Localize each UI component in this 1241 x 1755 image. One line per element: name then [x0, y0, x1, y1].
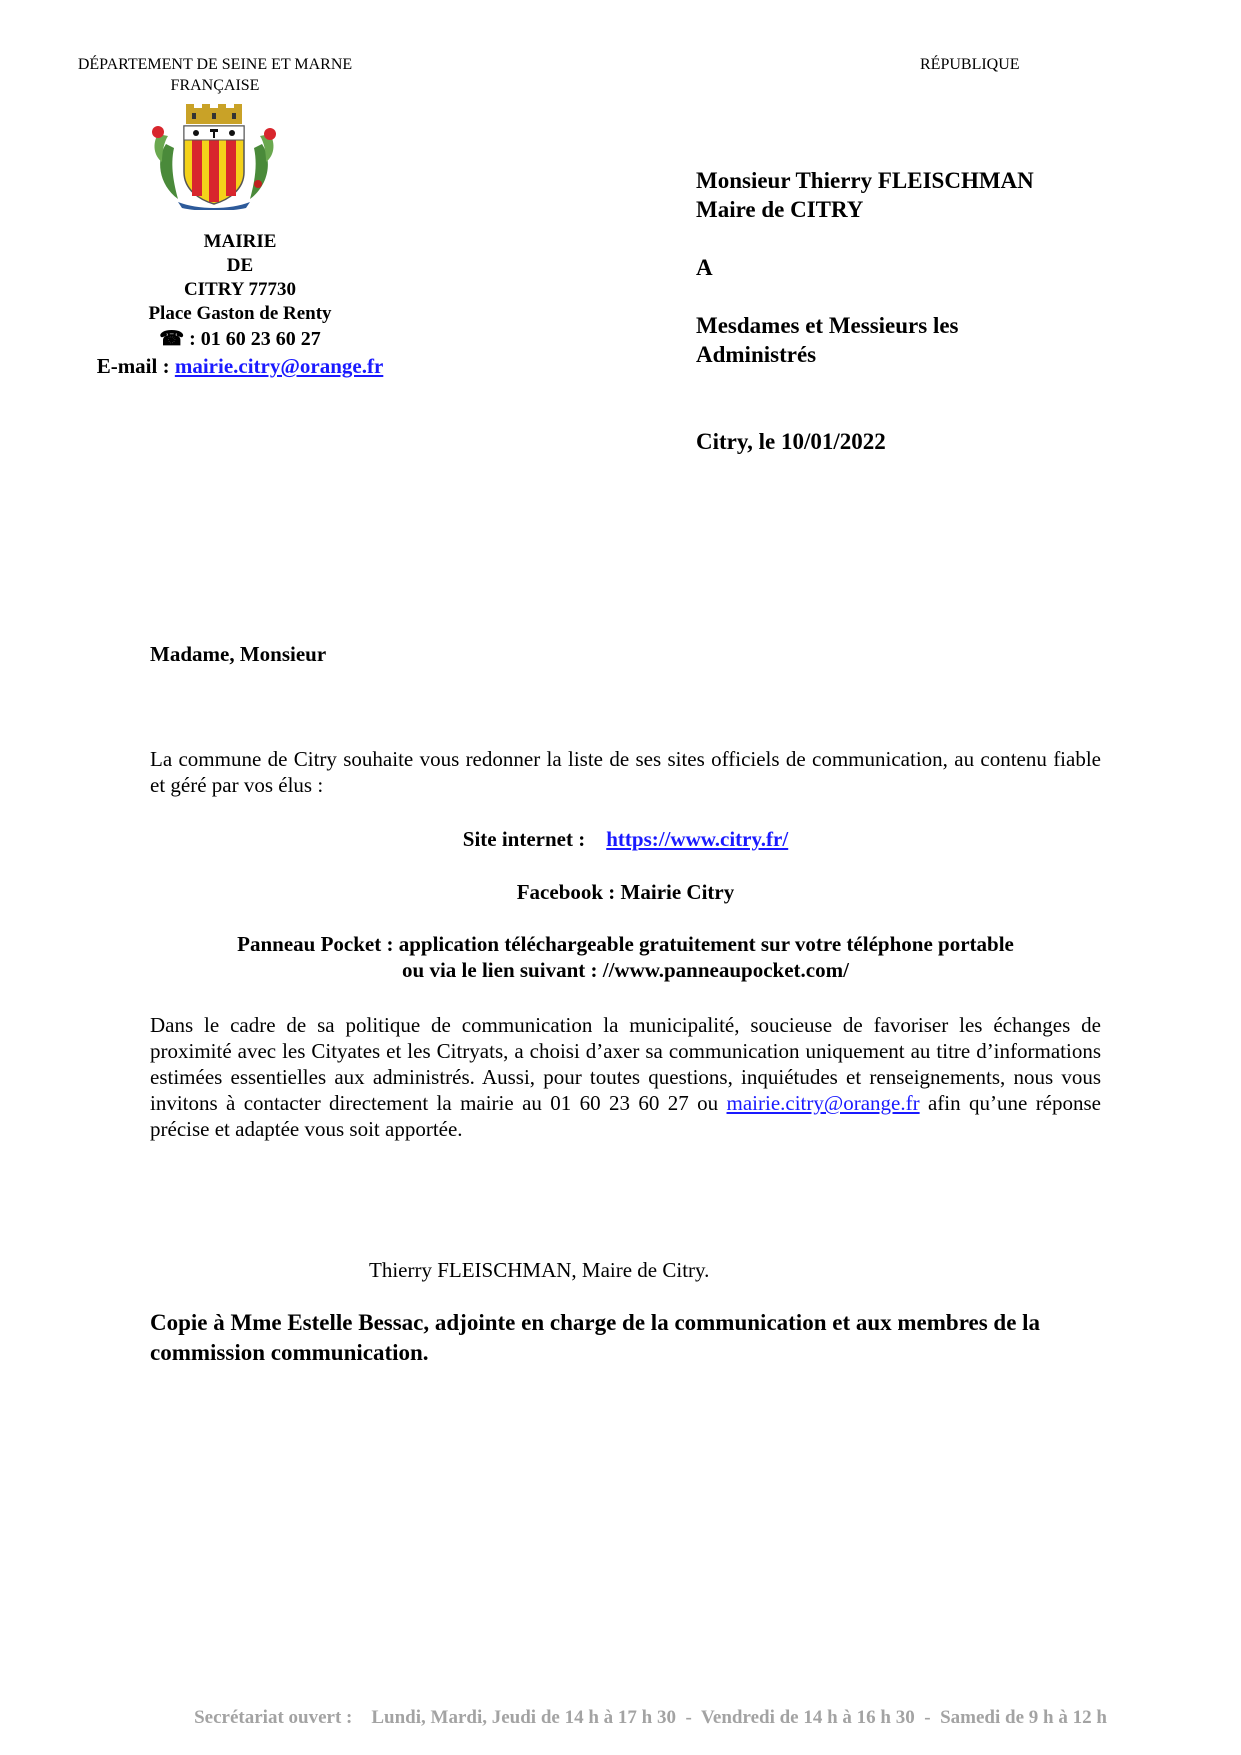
salutation: Madame, Monsieur — [150, 642, 327, 666]
mairie-phone — [60, 326, 420, 352]
mairie-line: MAIRIE — [203, 231, 277, 252]
recipient-block — [696, 166, 1136, 456]
footer-hours-text: Lundi, Mardi, Jeudi de 14 h à 17 h 30 - Vendredi de 14 h à 16 h 30 - Samedi de 9 h à 12 h — [371, 1707, 1107, 1728]
panneau-pocket-block — [150, 931, 1101, 983]
mairie-email — [60, 352, 420, 380]
policy-end: afin qu’une réponse précise et adaptée vous soit apportée. — [150, 1091, 1101, 1141]
footer-label: Secrétariat ouvert : — [194, 1707, 353, 1728]
policy-text: Dans le cadre de sa politique de communication la municipalité, soucieuse de favoriser les échanges de proximité avec les Cityates et les Citryats, a choisi d’axer sa communication uniquement au titre d’informations estimées essentielles aux administrés. Aussi, pour toutes questions, inquiétudes et renseignements, nous vous invitons à contacter directement la mairie au 01 60 23 60 27 ou — [150, 1013, 1101, 1115]
copy-notice: Copie à Mme Estelle Bessac, adjointe en charge de la communication et aux membres de la commission communication. — [150, 1310, 1041, 1365]
mairie-address-block — [60, 230, 420, 380]
department-line-2: FRANÇAISE — [170, 77, 260, 94]
panneau-pocket-line: Panneau Pocket : application téléchargeable gratuitement sur votre téléphone portable — [237, 932, 1014, 956]
website-line — [150, 826, 1101, 852]
department-header — [40, 54, 390, 96]
sender-title: Maire de CITRY — [696, 197, 864, 222]
phone-number: : 01 60 23 60 27 — [184, 328, 321, 350]
email-link[interactable]: mairie.citry@orange.fr — [174, 354, 384, 378]
republique-label: RÉPUBLIQUE — [920, 56, 1020, 73]
coat-of-arms-icon — [148, 104, 280, 210]
mairie-line-de: DE — [226, 255, 254, 276]
phone-icon: ☎ — [159, 328, 185, 350]
coat-of-arms-logo — [148, 104, 280, 210]
to-word: A — [696, 255, 713, 280]
policy-paragraph — [150, 1012, 1101, 1142]
website-link[interactable]: https://www.citry.fr/ — [606, 827, 789, 851]
mairie-address: Place Gaston de Renty — [148, 303, 332, 324]
intro-paragraph: La commune de Citry souhaite vous redonner la liste de ses sites officiels de communication, au contenu fiable et géré par vos élus : — [150, 747, 1101, 797]
policy-email-link[interactable]: mairie.citry@orange.fr — [726, 1091, 920, 1115]
panneau-pocket-link-line: ou via le lien suivant : //www.panneaupocket.com/ — [402, 958, 849, 982]
mairie-city: CITRY 77730 — [183, 279, 297, 300]
website-label: Site internet : — [462, 827, 586, 851]
recipient-line-2: Administrés — [696, 342, 817, 367]
facebook-line: Facebook : Mairie Citry — [516, 880, 735, 904]
sender-name: Monsieur Thierry FLEISCHMAN — [696, 168, 1034, 193]
letter-date: Citry, le 10/01/2022 — [696, 429, 886, 454]
email-label: E-mail : — [96, 354, 175, 378]
recipient-line: Mesdames et Messieurs les — [696, 313, 959, 338]
footer-hours — [0, 1706, 1241, 1730]
signature: Thierry FLEISCHMAN, Maire de Citry. — [369, 1258, 710, 1282]
department-line: DÉPARTEMENT DE SEINE ET MARNE — [77, 56, 353, 73]
